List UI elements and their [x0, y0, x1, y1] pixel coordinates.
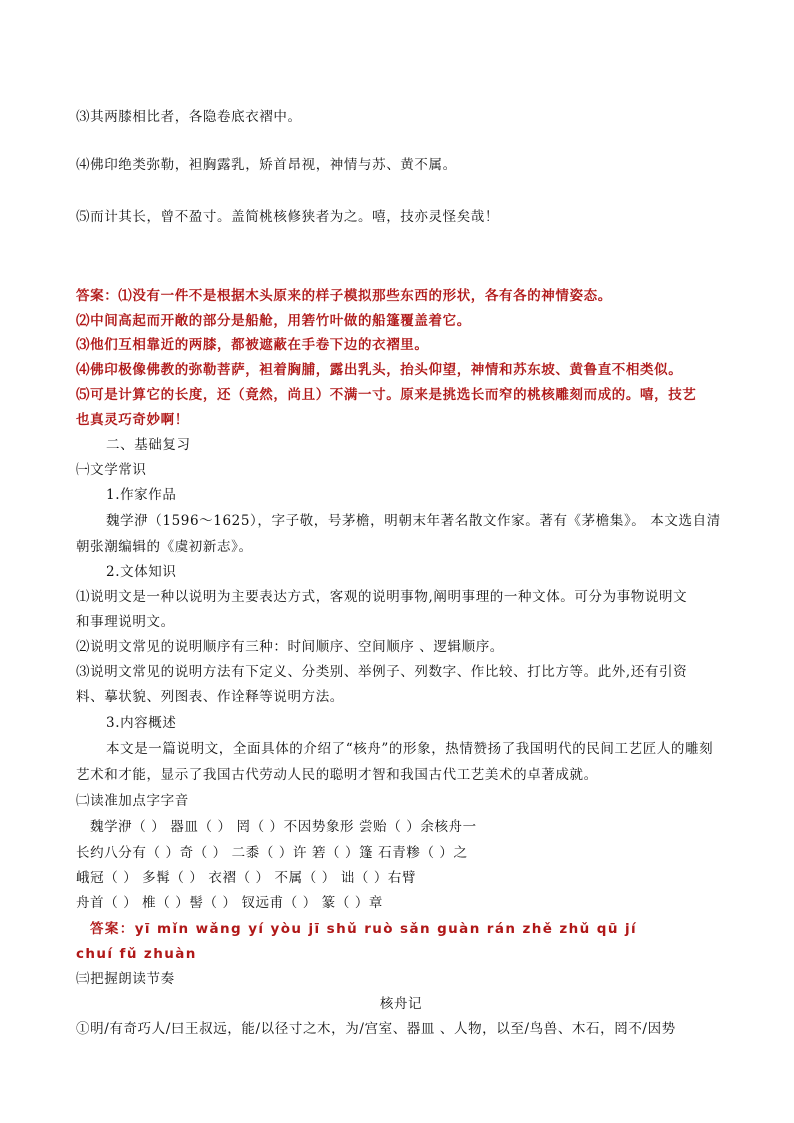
pronunciation-row-2: 长约八分有（ ）奇（ ） 二黍（ ）许 箬（ ）篷 石青糁（ ）之: [76, 845, 468, 861]
genre-point-3a: ⑶说明文常见的说明方法有下定义、分类别、举例子、列数字、作比较、打比方等。此外,还有引资: [76, 664, 688, 680]
answer-line-5a: ⑸可是计算它的长度，还（竟然，尚且）不满一寸。原来是挑选长而窄的桃核雕刻而成的。嘻，技艺: [76, 387, 697, 403]
heading-author-works: 1.作家作品: [106, 487, 177, 503]
answer-line-4: ⑷佛印极像佛教的弥勒菩萨，袒着胸脯，露出乳头，抬头仰望，神情和苏东坡、黄鲁直不相类似。: [76, 362, 683, 378]
reading-paragraph-1: ①明/有奇巧人/曰王叔远，能/以径寸之木，为/宫室、器皿 、人物，以至/鸟兽、木石，罔不/因势: [76, 1021, 676, 1037]
pronunciation-row-1: 魏学洢（ ） 器皿（ ） 罔（ ）不因势象形 尝贻（ ）余核舟一: [90, 819, 477, 835]
genre-point-1a: ⑴说明文是一种以说明为主要表达方式，客观的说明事物,阐明事理的一种文体。可分为事物说明文: [76, 589, 688, 605]
content-paragraph-2: 艺术和才能，显示了我国古代劳动人民的聪明才智和我国古代工艺美术的卓著成就。: [76, 767, 598, 783]
translation-q3: ⑶其两膝相比者，各隐卷底衣褶中。: [76, 109, 302, 125]
genre-point-3b: 料、摹状貌、列图表、作诠释等说明方法。: [76, 689, 344, 705]
pronunciation-row-4: 舟首（ ） 椎（ ）髻（ ） 钗远甫（ ） 篆（ ）章: [76, 895, 384, 911]
translation-q4: ⑷佛印绝类弥勒，袒胸露乳，矫首昂视，神情与苏、黄不属。: [76, 157, 457, 173]
subheading-reading-rhythm: ㈢把握朗读节奏: [76, 971, 175, 987]
answer-line-1: 答案：⑴没有一件不是根据木头原来的样子模拟那些东西的形状，各有各的神情姿态。: [76, 288, 612, 304]
pinyin-answer-line-2: chuí fǔ zhuàn: [76, 946, 197, 962]
genre-point-1b: 和事理说明文。: [76, 614, 175, 630]
text-title: 核舟记: [379, 996, 423, 1012]
genre-point-2: ⑵说明文常见的说明顺序有三种：时间顺序、空间顺序 、逻辑顺序。: [76, 639, 504, 655]
content-paragraph-1: 本文是一篇说明文，全面具体的介绍了“核舟”的形象，热情赞扬了我国明代的民间工艺匠人的雕刻: [106, 741, 714, 757]
answer-line-3: ⑶他们互相靠近的两膝，都被遮蔽在手卷下边的衣褶里。: [76, 337, 429, 353]
subheading-literary-knowledge: ㈠文学常识: [76, 462, 147, 478]
answer-line-5b: 也真灵巧奇妙啊！: [76, 412, 189, 428]
heading-genre-knowledge: 2.文体知识: [106, 564, 177, 580]
pinyin-answer-line-1: 答案：yī mǐn wǎng yí yòu jī shǔ ruò sǎn guàn rán zhě zhǔ qū jí: [90, 921, 638, 937]
heading-content-summary: 3.内容概述: [106, 715, 177, 731]
pronunciation-row-3: 峨冠（ ） 多髯（ ） 衣褶（ ） 不属（ ） 诎（ ）右臂: [76, 870, 417, 886]
subheading-pronunciation: ㈡读准加点字字音: [76, 793, 189, 809]
section-heading-basic-review: 二、基础复习: [106, 437, 191, 453]
author-paragraph-2: 朝张潮编辑的《虞初新志》。: [76, 539, 253, 555]
author-paragraph-1: 魏学洢（1596～1625），字子敬，号茅檐，明朝末年著名散文作家。著有《茅檐集》。 本文选自清: [106, 513, 721, 529]
answer-line-2: ⑵中间高起而开敞的部分是船舱，用箬竹叶做的船篷覆盖着它。: [76, 313, 471, 329]
translation-q5: ⑸而计其长，曾不盈寸。盖简桃核修狭者为之。嘻，技亦灵怪矣哉！: [76, 209, 499, 225]
